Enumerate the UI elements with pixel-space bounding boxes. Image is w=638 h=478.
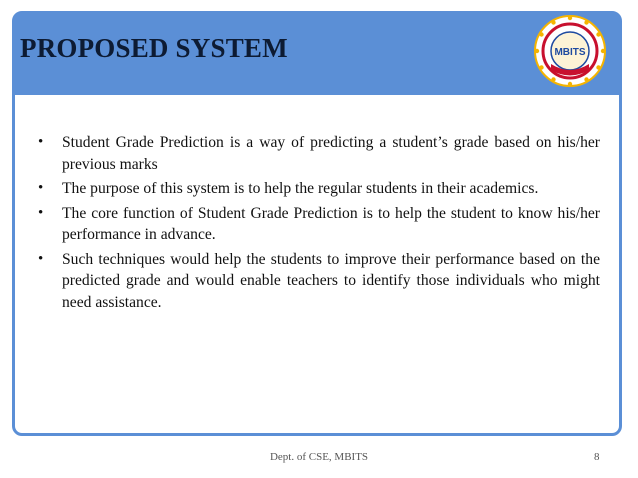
logo-text: MBITS: [554, 47, 586, 58]
bullet-text: The core function of Student Grade Prediction is to help the student to know his/her performance in advance.: [62, 204, 600, 243]
logo-graphic: [533, 14, 607, 88]
bullet-text: Student Grade Prediction is a way of predicting a student’s grade based on his/her previous marks: [62, 134, 600, 173]
bullet-item: [38, 203, 600, 246]
bullet-icon: •: [38, 250, 44, 267]
bullet-list: [38, 132, 600, 316]
college-emblem-icon: [533, 14, 607, 88]
bullet-item: [38, 132, 600, 175]
bullet-icon: •: [38, 204, 44, 221]
page-number: 8: [594, 451, 600, 463]
slide-footer: Dept. of CSE, MBITS: [269, 451, 369, 463]
bullet-item: [38, 178, 600, 200]
slide-title: PROPOSED SYSTEM: [20, 33, 288, 63]
bullet-icon: •: [38, 180, 44, 196]
bullet-item: [38, 249, 600, 314]
bullet-text: The purpose of this system is to help the regular students in their academics.: [62, 180, 539, 197]
bullet-text: Such techniques would help the students to improve their performance based on the predicted grade and would enable teachers to identify those individuals who might need assistance.: [62, 250, 600, 311]
bullet-icon: •: [38, 134, 44, 150]
